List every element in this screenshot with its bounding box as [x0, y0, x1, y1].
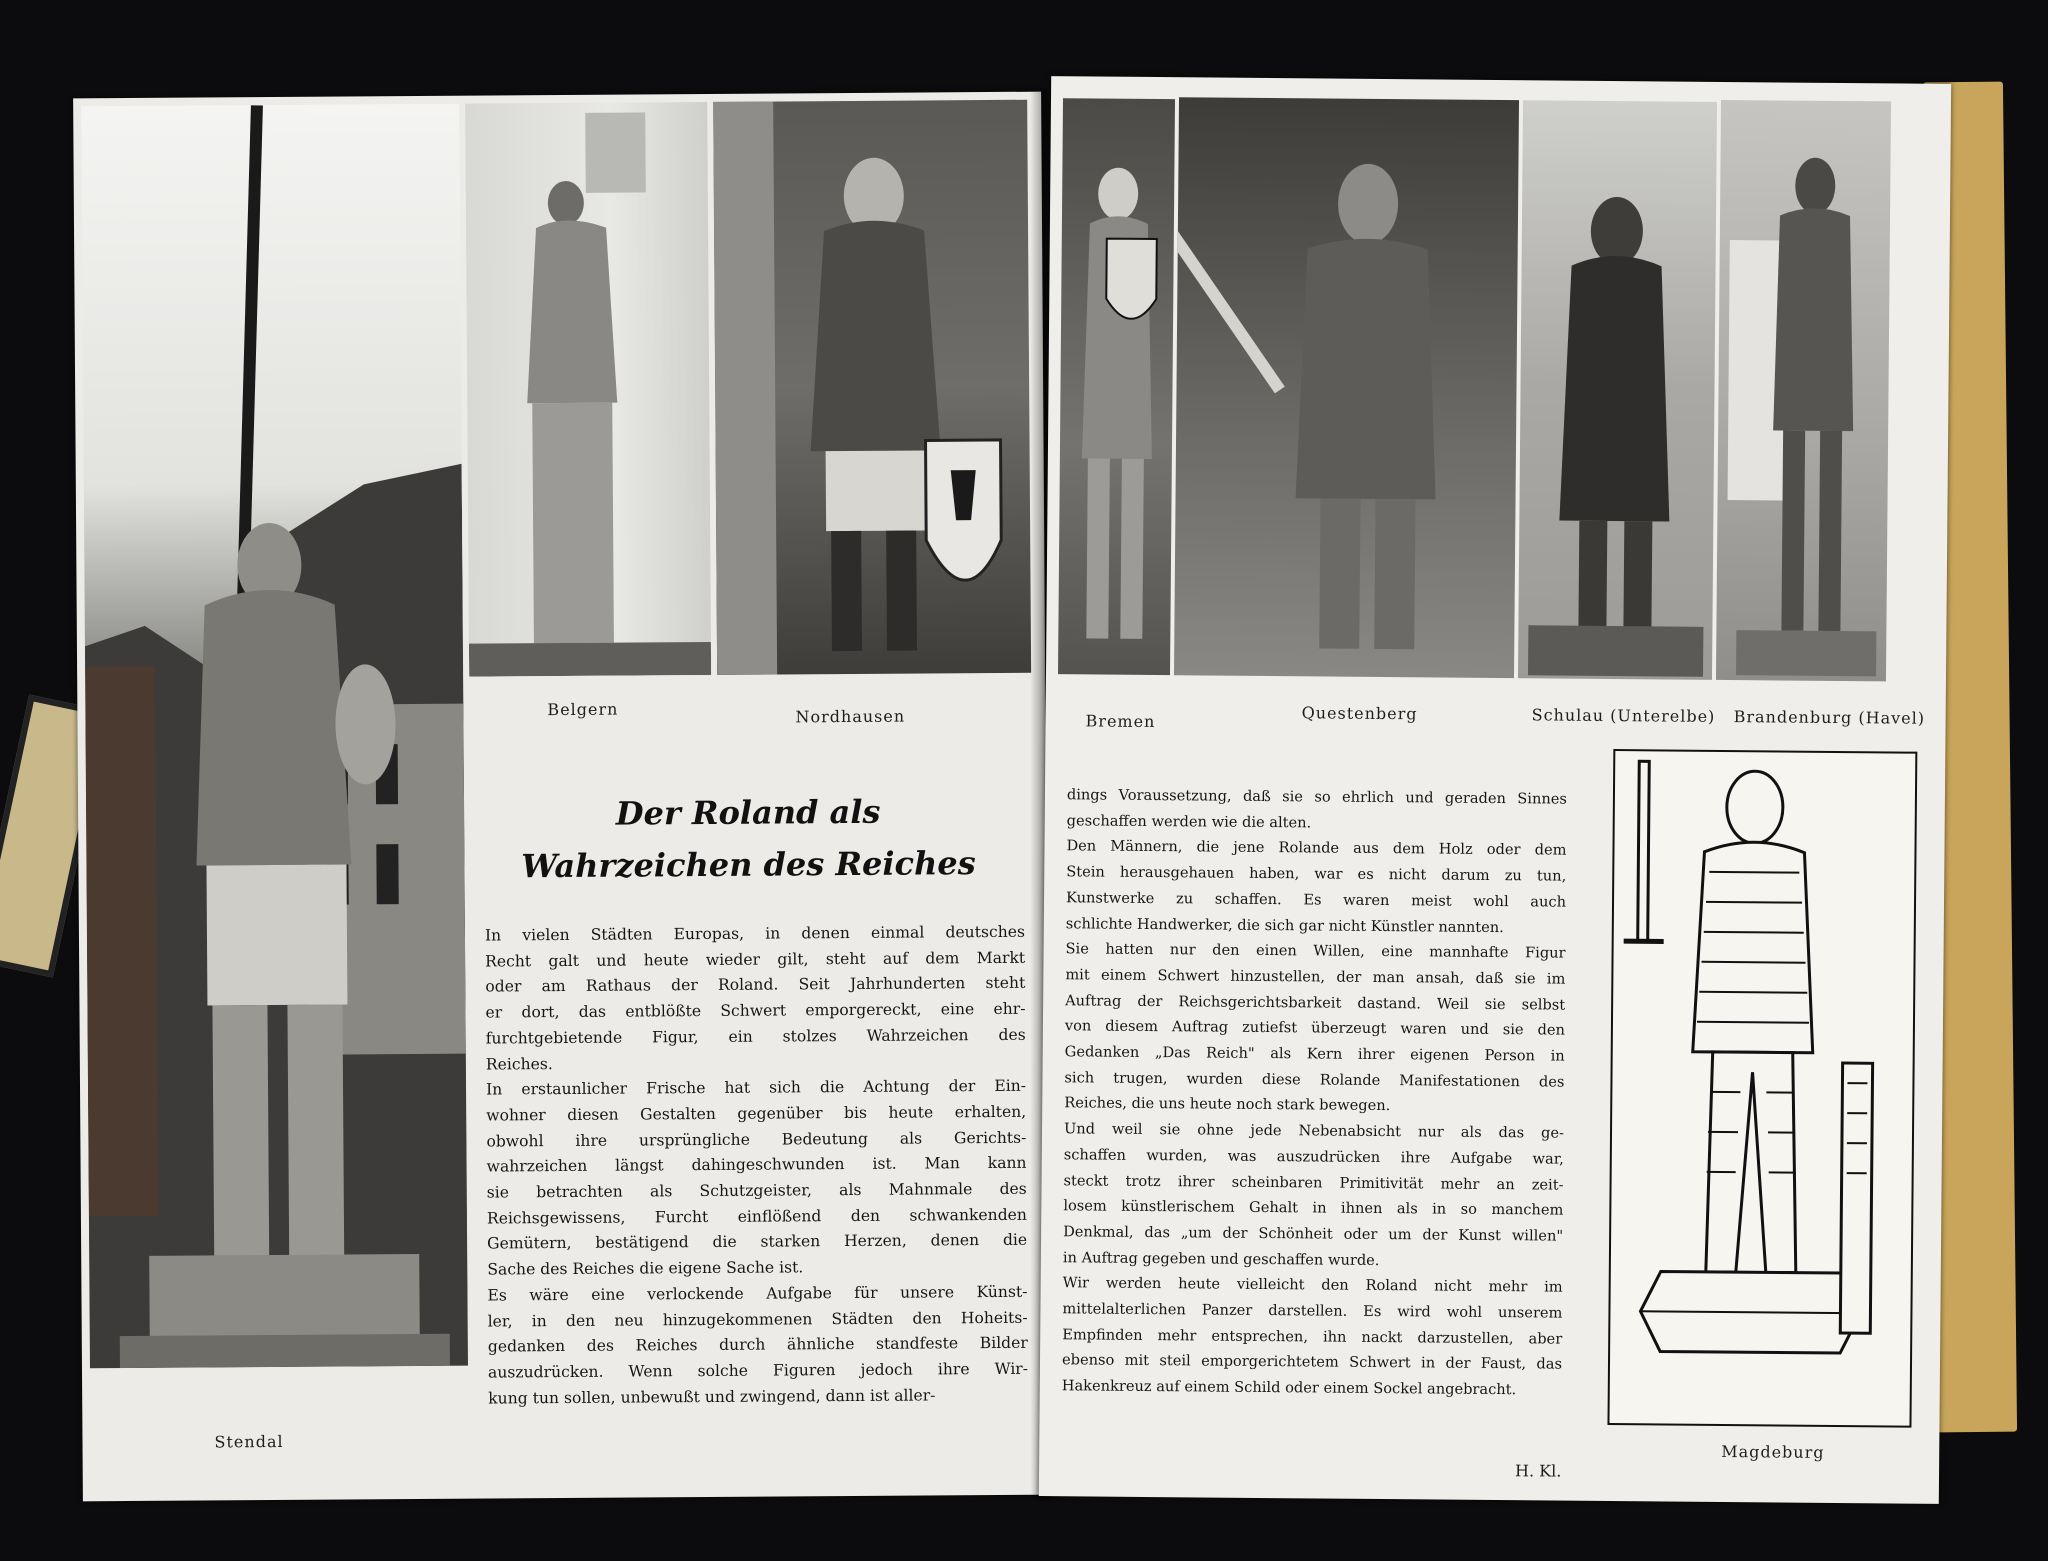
text-line: er dort, das entblößte Schwert emporgereckt, eine ehr- [485, 999, 1026, 1022]
text-line: dings Voraussetzung, daß sie so ehrlich und geraden Sinnes [1066, 786, 1567, 808]
text-line: Empfinden mehr entsprechen, ihn nackt darzustellen, aber [1062, 1326, 1563, 1348]
text-line: mittelalterlichen Panzer darstellen. Es wird wohl unserem [1062, 1300, 1563, 1322]
text-line: sie betrachten als Schutzgeister, als Mahnmale des [486, 1179, 1027, 1202]
article-title-line-1: Der Roland als [615, 792, 881, 833]
text-line: Sie hatten nur den einen Willen, eine mannhafte Figur [1065, 940, 1566, 962]
text-line: Reichsgewissens, Furcht einflößend den schwankenden [486, 1205, 1027, 1228]
caption-bremen: Bremen [1085, 711, 1156, 732]
text-line: ebenso mit steil emporgerichtetem Schwert in der Faust, das [1061, 1351, 1563, 1374]
text-line: oder am Rathaus der Roland. Seit Jahrhunderten steht [485, 974, 1026, 996]
text-line: sich trugen, wurden diese Rolande Manifestationen des [1064, 1068, 1565, 1091]
article-title [498, 792, 999, 885]
photo-bremen [1058, 98, 1175, 675]
photo-questenberg [1174, 97, 1519, 678]
caption-nordhausen: Nordhausen [795, 706, 906, 727]
text-line: Es wäre eine verlockende Aufgabe für unsere Künst- [487, 1282, 1028, 1305]
photo-belgern [465, 102, 711, 677]
text-line: auszudrücken. Wenn solche Figuren jedoch ihre Wir- [487, 1359, 1029, 1382]
text-line: Stein herausgehauen haben, war es nicht darum zu tun, [1066, 863, 1567, 885]
caption-magdeburg: Magdeburg [1721, 1441, 1825, 1462]
text-line: furchtgebietende Figur, ein stolzes Wahrzeichen des [485, 1025, 1026, 1048]
photo-brandenburg [1716, 100, 1891, 681]
text-line: Gemütern, bestätigend die starken Herzen, denen die [487, 1231, 1028, 1253]
text-line: gedanken des Reiches durch ähnliche standfeste Bilder [487, 1334, 1028, 1356]
caption-brandenburg: Brandenburg (Havel) [1733, 707, 1926, 728]
photo-stendal [81, 104, 468, 1369]
text-line: steckt trotz ihrer scheinbaren Primitivität mehr an zeit- [1063, 1171, 1564, 1194]
text-line: von diesem Auftrag zutiefst überzeugt waren und sie den [1064, 1017, 1565, 1039]
text-line: wohner diesen Gestalten gegenüber bis heute erhalten, [486, 1102, 1027, 1125]
text-line: Recht galt und heute wieder gilt, steht auf dem Markt [485, 948, 1026, 971]
right-text-column [1062, 782, 1567, 1403]
text-line: Auftrag der Reichsgerichtsbarkeit dastand. Weil sie selbst [1065, 991, 1566, 1014]
article-title-line-2: Wahrzeichen des Reiches [521, 844, 976, 886]
woodcut-magdeburg [1607, 749, 1917, 1428]
text-line: geschaffen werden wie die alten. [1066, 811, 1312, 832]
caption-belgern: Belgern [547, 699, 619, 720]
text-line: obwohl ihre ursprüngliche Bedeutung als Gerichts- [486, 1128, 1027, 1151]
text-line: schlichte Handwerker, die sich gar nicht Künstler nannten. [1065, 914, 1504, 936]
text-line: in Auftrag gegeben und geschaffen wurde. [1062, 1248, 1380, 1269]
text-line: Reiches, die uns heute noch stark bewegen. [1064, 1094, 1391, 1115]
caption-schulau: Schulau (Unterelbe) [1531, 705, 1716, 726]
text-line: In vielen Städten Europas, in denen einmal deutsches [484, 922, 1026, 945]
right-page [1039, 76, 1951, 1504]
text-line: Sache des Reiches die eigene Sache ist. [487, 1258, 804, 1279]
photo-schulau [1518, 100, 1717, 680]
author-signature: H. Kl. [1514, 1461, 1562, 1481]
text-line: losem künstlerischem Gehalt in ihnen als in so manchem [1063, 1197, 1564, 1219]
caption-stendal: Stendal [214, 1431, 284, 1452]
text-line: wahrzeichen längst dahingeschwunden ist. Man kann [486, 1154, 1027, 1176]
text-line: Den Männern, die jene Rolande aus dem Holz oder dem [1066, 837, 1567, 860]
text-line: schaffen wurden, was auszudrücken ihre Aufgabe war, [1063, 1146, 1564, 1168]
left-page [73, 92, 1051, 1502]
text-line: ler, in den neu hinzugekommenen Städten den Hoheits- [487, 1308, 1028, 1331]
left-text-column [485, 920, 1028, 1412]
text-line: Gedanken „Das Reich" als Kern ihrer eigenen Person in [1064, 1043, 1565, 1065]
text-line: Wir werden heute vielleicht den Roland nicht mehr im [1062, 1274, 1563, 1296]
photo-nordhausen [713, 100, 1031, 675]
text-line: Und weil sie ohne jede Nebenabsicht nur als das ge- [1063, 1120, 1565, 1142]
text-line: mit einem Schwert hinzustellen, der man ansah, daß sie im [1065, 966, 1566, 988]
text-line: Hakenkreuz auf einem Schild oder einem Sockel angebracht. [1061, 1377, 1517, 1399]
text-line: Denkmal, das „um der Schönheit oder um der Kunst willen" [1063, 1223, 1564, 1245]
text-line: Reiches. [485, 1054, 553, 1074]
text-line: kung tun sollen, unbewußt und zwingend, dann ist aller- [488, 1386, 936, 1408]
text-line: In erstaunlicher Frische hat sich die Achtung der Ein- [485, 1076, 1027, 1099]
text-line: Kunstwerke zu schaffen. Es waren meist wohl auch [1065, 889, 1567, 911]
caption-questenberg: Questenberg [1301, 703, 1418, 724]
